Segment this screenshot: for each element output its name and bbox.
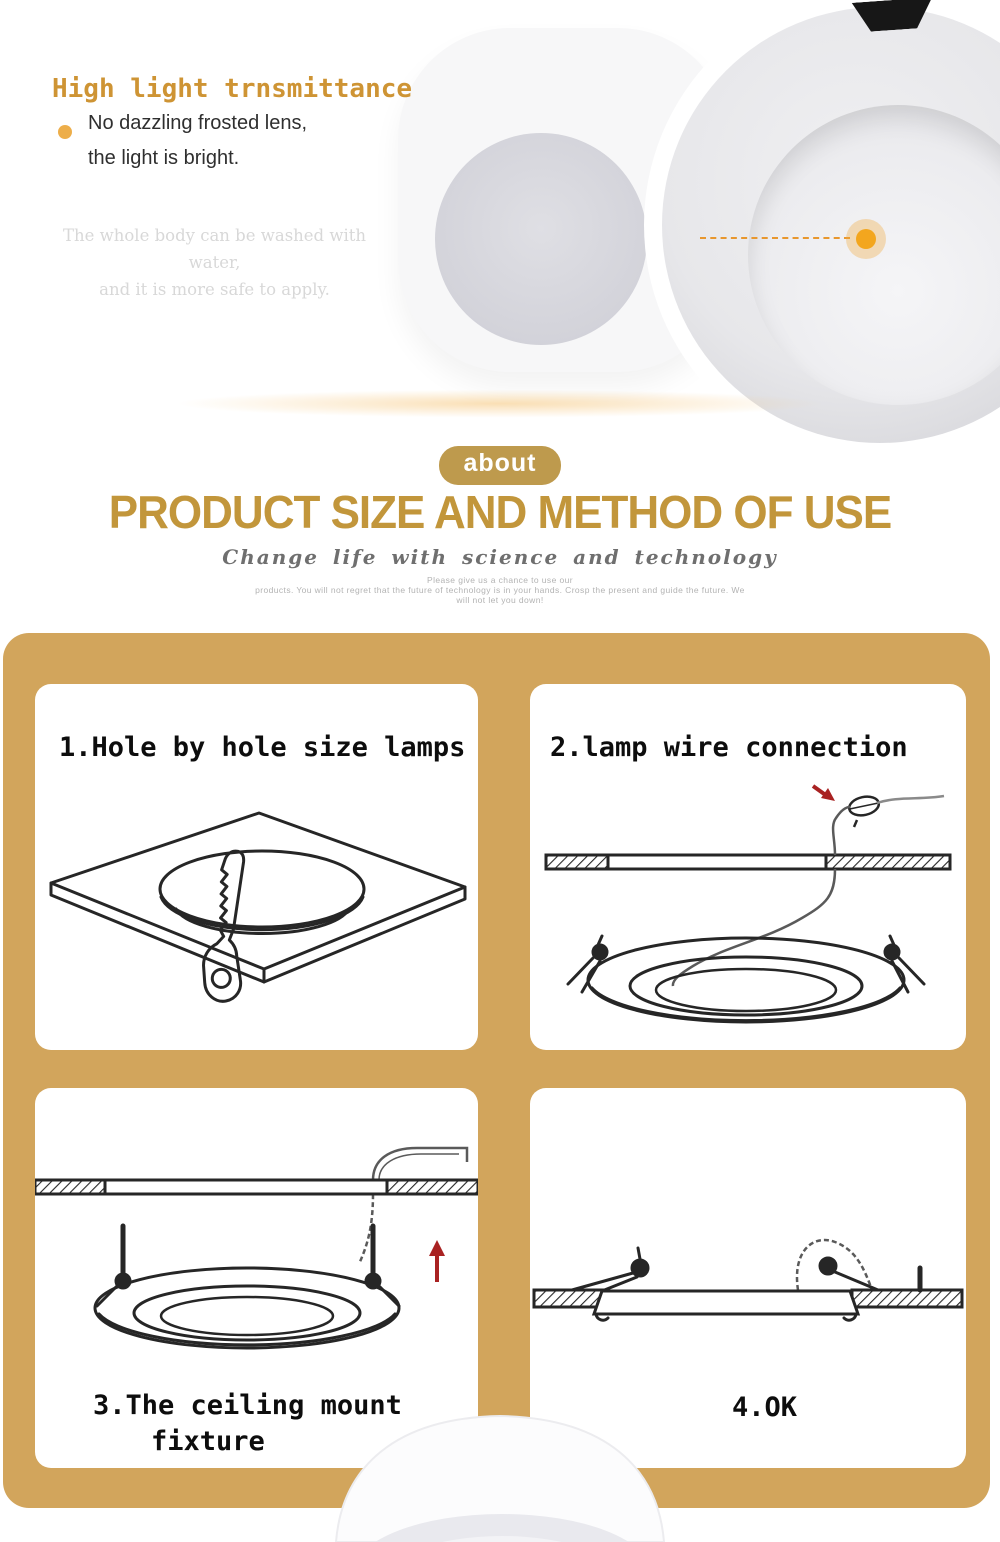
- step-panel-2: [530, 684, 966, 1050]
- ceiling-hatch: [852, 1290, 962, 1307]
- section-title: PRODUCT SIZE AND METHOD OF USE: [108, 486, 892, 539]
- ceiling-hatch: [35, 1180, 105, 1194]
- step-title-1: 1.Hole by hole size lamps: [59, 732, 466, 763]
- bottom-lamp-photo: [330, 1410, 670, 1542]
- frosted-lens-photo: [435, 133, 647, 345]
- downlight-drawing: [95, 1226, 399, 1348]
- glow-divider: [70, 390, 930, 424]
- step-title-2: 2.lamp wire connection: [550, 732, 908, 763]
- led-chip-dot-core: [856, 229, 876, 249]
- section-subtitle: Change life with science and technology: [222, 545, 778, 569]
- hero-bullet-text: [88, 106, 307, 176]
- about-badge: about: [439, 446, 560, 485]
- ceiling-slab-drawing: [51, 813, 465, 982]
- red-arrow-icon: [813, 786, 835, 801]
- text-line: No dazzling frosted lens,: [88, 112, 308, 134]
- red-arrow-up-icon: [429, 1240, 445, 1282]
- text-line: 3.The ceiling mount: [93, 1390, 402, 1421]
- led-chip-dot-icon: [846, 219, 886, 259]
- diagram-hole-cutting: [35, 799, 478, 1049]
- downlight-drawing: [568, 936, 924, 1022]
- text-line: products. You will not regret that the future of technology is in your hands. Crosp the present and guide the future. We: [255, 585, 745, 595]
- ceiling-section-drawing: [546, 855, 950, 869]
- step-title-4: 4.OK: [732, 1392, 798, 1423]
- ceiling-hatch: [387, 1180, 478, 1194]
- about-badge-row: [0, 446, 1000, 485]
- instructions-board: [3, 633, 990, 1508]
- text-line: the light is bright.: [88, 147, 240, 169]
- ceiling-hatch: [826, 855, 950, 869]
- bullet-icon: [58, 125, 72, 139]
- text-line: will not let you down!: [456, 595, 544, 605]
- step-panel-1: [35, 684, 478, 1050]
- callout-dashed-line: [700, 237, 850, 239]
- ceiling-hatch: [546, 855, 608, 869]
- downlight-drawing: [572, 1248, 920, 1320]
- ceiling-section-drawing: [35, 1180, 478, 1194]
- text-line: Please give us a chance to use our: [427, 575, 573, 585]
- text-line: fixture: [151, 1426, 265, 1457]
- text-line: and it is more safe to apply.: [99, 280, 330, 299]
- section-note: [0, 575, 1000, 605]
- diagram-mounted-side-view: [530, 1098, 966, 1388]
- diagram-ceiling-mount: [35, 1118, 478, 1388]
- hero-heading: High light trnsmittance: [52, 74, 413, 104]
- watermark-text: [42, 222, 387, 303]
- wire-nut-connector: [847, 794, 944, 827]
- diagram-wire-connection: [530, 774, 966, 1064]
- text-line: The whole body can be washed with water,: [62, 226, 367, 272]
